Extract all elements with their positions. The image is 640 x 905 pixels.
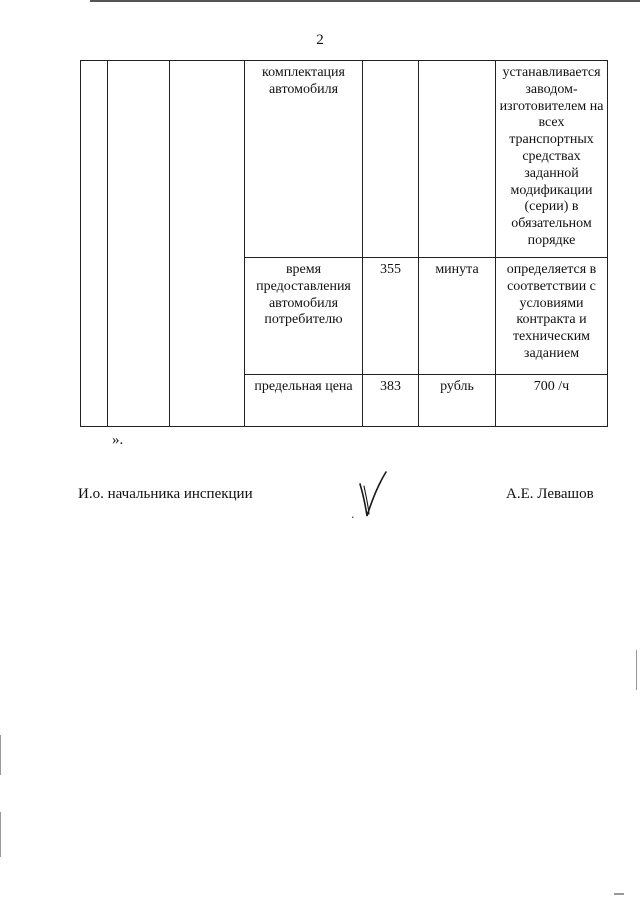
unit-name: рубль (419, 375, 496, 427)
characteristics-table (80, 60, 608, 427)
scan-edge-mark (0, 735, 1, 775)
signatory-name: А.Е. Левашов (506, 486, 594, 502)
characteristic-name: предельная цена (245, 375, 363, 427)
unit-name: минута (419, 258, 496, 375)
page-number: 2 (316, 32, 324, 48)
signatory-title: И.о. начальника инспекции (78, 486, 253, 502)
unit-name (419, 61, 496, 258)
unit-code (363, 61, 419, 258)
characteristic-note: 700 /ч (496, 375, 608, 427)
unit-code: 355 (363, 258, 419, 375)
characteristic-name: время предоставления автомобиля потребителю (245, 258, 363, 375)
characteristic-note: определяется в соответствии с условиями контракта и техническим заданием (496, 258, 608, 375)
closing-quote: ». (112, 432, 124, 448)
top-border-line (90, 0, 640, 2)
table-row (81, 61, 608, 258)
empty-cell (108, 61, 170, 427)
characteristic-note: устанавливается заводом-изготовителем на всех транспортных средствах заданной модификации (серии) в обязательном порядке (496, 61, 608, 258)
unit-code: 383 (363, 375, 419, 427)
scan-edge-mark (0, 812, 1, 857)
empty-cell (81, 61, 108, 427)
handwritten-signature (352, 470, 392, 522)
characteristic-name: комплектация автомобиля (245, 61, 363, 258)
scan-edge-mark (614, 893, 624, 895)
empty-cell (170, 61, 245, 427)
scan-edge-mark (636, 650, 637, 690)
